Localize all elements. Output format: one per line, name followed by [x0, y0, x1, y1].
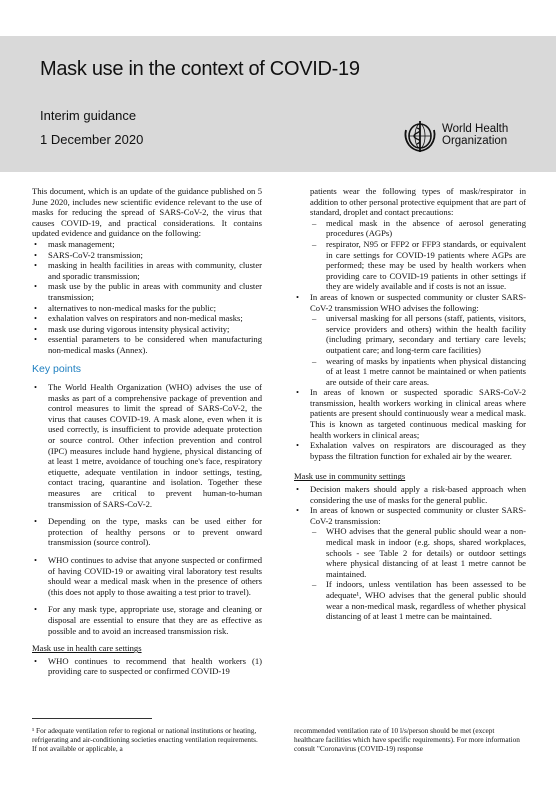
health-care-list — [32, 656, 262, 677]
community-bullet-text: In areas of known or suspected community or cluster SARS-CoV-2 transmission WHO advises the following: — [310, 291, 526, 313]
list-item: – wearing of masks by inpatients when physical distancing of at least 1 metre cannot be maintained or when patients are outside of their care areas. — [310, 356, 526, 388]
list-item: – If indoors, unless ventilation has been assessed to be adequate¹, WHO advises that the general public should wear a non-medical mask, regardless of whether physical distancing of at least 1 metre can be maintained. — [310, 579, 526, 621]
list-item: • SARS-CoV-2 transmission; — [32, 250, 262, 261]
mask-type-list — [294, 218, 526, 292]
intro-paragraph: This document, which is an update of the guidance published on 5 June 2020, includes new scientific evidence relevant to the use of masks for reducing the spread of SARS-CoV-2, the virus that causes COVID-19, and practical considerations. It contains updated evidence and guidance on the following: — [32, 186, 262, 239]
list-item — [294, 505, 526, 622]
who-logo — [402, 118, 542, 154]
list-item: – WHO advises that the general public should wear a non-medical mask in indoor (e.g. shops, shared workplaces, schools - see Table 2 for details) or outdoor settings where physical distancing of at least 1 metre cannot be maintained. — [310, 526, 526, 579]
list-item: • In areas of known or suspected sporadic SARS-CoV-2 transmission, health workers working in clinical areas where patients are present should continuously wear a medical mask. This is known as targeted continuous medical masking for health workers in clinical areas; — [294, 387, 526, 440]
logo-text-line2: Organization — [442, 135, 508, 147]
list-item: – medical mask in the absence of aerosol generating procedures (AGPs) — [310, 218, 526, 239]
community-settings-list — [294, 484, 526, 622]
list-item: • exhalation valves on respirators and non-medical masks; — [32, 313, 262, 324]
continued-paragraph: patients wear the following types of mask/respirator in addition to other personal protective equipment that are part of standard, droplet and contact precautions: — [310, 186, 526, 218]
list-item: • mask use by the public in areas with community and cluster transmission; — [32, 281, 262, 302]
footnote-divider — [32, 718, 152, 719]
logo-text-line1: World Health — [442, 123, 509, 135]
document-header — [0, 36, 556, 172]
right-column — [294, 186, 526, 622]
list-item: • Exhalation valves on respirators are discouraged as they bypass the filtration function for exhaled air by the wearer. — [294, 440, 526, 461]
intro-list — [32, 239, 262, 356]
list-item: • masking in health facilities in areas with community, cluster and sporadic transmission; — [32, 260, 262, 281]
footnote-right: recommended ventilation rate of 10 l/s/person should be met (except healthcare facilities which have specific requirements). For more information consult "Coronavirus (COVID-19) response — [294, 726, 520, 753]
list-item: • mask use during vigorous intensity physical activity; — [32, 324, 262, 335]
list-item: • alternatives to non-medical masks for the public; — [32, 303, 262, 314]
list-item: • WHO continues to recommend that health workers (1) providing care to suspected or confirmed COVID-19 — [32, 656, 262, 677]
key-points-list — [32, 382, 262, 636]
list-item: – respirator, N95 or FFP2 or FFP3 standards, or equivalent in care settings for COVID-19 patients where AGPs are performed; these may be used by health workers when providing care to COVID-19 patients in other settings if they are widely available and if costs is not an issue. — [310, 239, 526, 292]
list-item: • WHO continues to advise that anyone suspected or confirmed of having COVID-19 or awaiting viral laboratory test results should wear a medical mask when in the presence of others (this does not apply to those awaiting a test prior to travel). — [32, 555, 262, 597]
list-item: • For any mask type, appropriate use, storage and cleaning or disposal are essential to ensure that they are as effective as possible and to avoid an increased transmission risk. — [32, 604, 262, 636]
who-logo-text — [442, 123, 508, 147]
left-column — [32, 186, 262, 677]
community-settings-heading: Mask use in community settings — [294, 471, 406, 482]
list-item: • The World Health Organization (WHO) advises the use of masks as part of a comprehensive package of prevention and control measures to limit the spread of SARS-CoV-2, the virus that causes COVID-19. A mask alone, even when it is used correctly, is insufficient to provide adequate protection or source control. Other infection prevention and control (IPC) measures include hand hygiene, physical distancing of at least 1 metre, avoidance of touching one's face, respiratory etiquette, adequate ventilation in indoor settings, testing, contact tracing, quarantine and isolation. Together these measures are critical to prevent human-to-human transmission of SARS-CoV-2. — [32, 382, 262, 509]
key-points-heading: Key points — [32, 362, 82, 375]
list-item: – universal masking for all persons (staff, patients, visitors, service providers and others) within the health facility (including primary, secondary and tertiary care levels; outpatient care; and long-term care facilities) — [310, 313, 526, 355]
top-margin — [0, 0, 556, 36]
document-date: 1 December 2020 — [40, 132, 144, 147]
list-item: • Decision makers should apply a risk-based approach when considering the use of masks for the general public. — [294, 484, 526, 505]
community-settings-bullet-text: In areas of known or suspected community or cluster SARS-CoV-2 transmission: — [310, 505, 526, 526]
document-subtitle: Interim guidance — [40, 108, 137, 123]
list-item: • Depending on the type, masks can be used either for protection of healthy persons or to prevent onward transmission (source control). — [32, 516, 262, 548]
who-emblem-icon — [402, 118, 438, 154]
document-title: Mask use in the context of COVID-19 — [40, 58, 360, 80]
community-settings-sublist — [310, 526, 526, 621]
footnote-left: ¹ For adequate ventilation refer to regional or national institutions or heating, refrigerating and air-conditioning societies enacting ventilation requirements. If not available or applicable, a — [32, 726, 258, 753]
health-care-heading: Mask use in health care settings — [32, 643, 142, 654]
list-item: • essential parameters to be considered when manufacturing non-medical masks (Annex). — [32, 334, 262, 355]
community-list — [294, 292, 526, 462]
list-item — [294, 292, 526, 387]
list-item: • mask management; — [32, 239, 262, 250]
community-sublist — [310, 313, 526, 387]
